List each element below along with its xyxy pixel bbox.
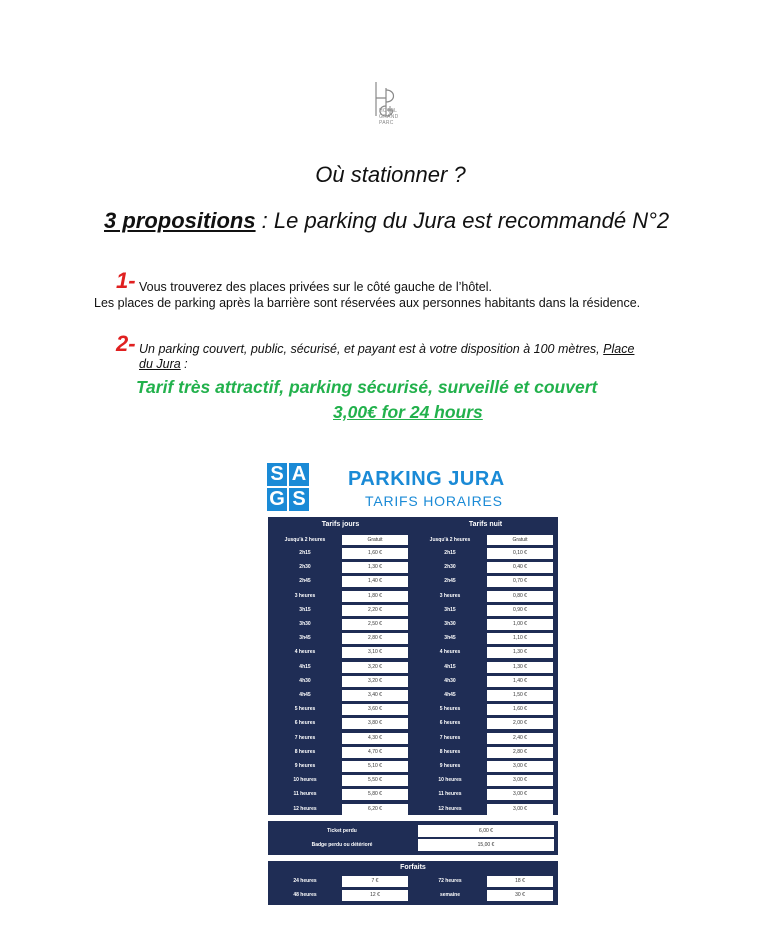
- parking-jura-flyer: [262, 460, 564, 905]
- day-duration-label: 7 heures: [294, 734, 316, 741]
- option-2-colon: :: [180, 357, 188, 371]
- lost-ticket-value: 6,00 €: [418, 825, 554, 837]
- subtitle: [104, 208, 669, 234]
- option-1-line1: Vous trouverez des places privées sur le côté gauche de l’hôtel.: [139, 280, 492, 294]
- day-duration-label: 3h30: [299, 621, 311, 627]
- day-price-cell: 3,10 €: [342, 647, 408, 658]
- night-duration-label: 8 heures: [439, 748, 461, 755]
- lost-badge-value: 15,00 €: [418, 839, 554, 851]
- forfait-label: 48 heures: [293, 892, 317, 898]
- forfaits-box: [268, 861, 558, 905]
- day-price-cell: 5,80 €: [342, 789, 408, 800]
- day-price-cell: 6,20 €: [342, 804, 408, 815]
- night-duration-label: 3h45: [444, 635, 456, 642]
- option-2-line2: [139, 357, 188, 371]
- sags-letter: A: [289, 463, 309, 486]
- day-duration-label: 4 heures: [294, 649, 316, 656]
- night-price-cell: 0,40 €: [487, 562, 553, 573]
- night-price-cell: 3,00 €: [487, 775, 553, 786]
- day-price-cell: 2,20 €: [342, 605, 408, 616]
- forfait-label: semaine: [439, 892, 460, 898]
- page-title: Où stationner ?: [315, 162, 466, 187]
- night-duration-label: 4 heures: [439, 649, 461, 656]
- day-price-cell: 3,60 €: [342, 704, 408, 715]
- night-first-value: Gratuit: [487, 535, 553, 545]
- night-duration-label: 7 heures: [439, 734, 461, 741]
- place-link[interactable]: Place: [603, 342, 635, 356]
- day-duration-label: 2h45: [299, 578, 311, 585]
- night-price-cell: 0,80 €: [487, 591, 553, 602]
- sags-letter: G: [267, 488, 287, 511]
- tariff-highlight: Tarif très attractif, parking sécurisé, surveillé et couvert: [136, 377, 598, 397]
- night-price-cell: 1,40 €: [487, 676, 553, 687]
- forfaits-header: Forfaits: [400, 864, 426, 871]
- night-duration-label: 2h30: [444, 564, 456, 571]
- day-price-cell: 5,10 €: [342, 761, 408, 772]
- day-price-cell: 3,20 €: [342, 662, 408, 673]
- flyer-subtitle: TARIFS HORAIRES: [365, 493, 503, 509]
- flyer-title: PARKING JURA: [348, 468, 505, 490]
- night-header: Tarifs nuit: [468, 521, 503, 528]
- price-highlight: 3,00€ for 24 hours: [333, 402, 483, 422]
- night-duration-label: 3h15: [444, 606, 456, 613]
- day-duration-label: 5 heures: [294, 706, 316, 713]
- night-price-cell: 0,10 €: [487, 548, 553, 559]
- forfait-value: 7 €: [342, 876, 408, 887]
- day-duration-label: 2h15: [299, 550, 311, 556]
- night-price-cell: 1,60 €: [487, 704, 553, 715]
- lost-badge-label: Badge perdu ou détérioré: [311, 842, 373, 848]
- night-price-cell: 2,40 €: [487, 733, 553, 744]
- night-price-cell: 0,70 €: [487, 576, 553, 587]
- sags-letter: S: [289, 488, 309, 511]
- night-duration-label: 3h30: [444, 621, 456, 627]
- night-price-cell: 3,00 €: [487, 789, 553, 800]
- jura-link[interactable]: du Jura: [139, 357, 181, 371]
- night-duration-label: 5 heures: [439, 706, 461, 713]
- night-duration-label: 12 heures: [438, 805, 462, 812]
- day-duration-label: 4h45: [299, 692, 311, 698]
- day-duration-label: 10 heures: [293, 777, 317, 784]
- day-duration-label: 6 heures: [294, 720, 316, 727]
- day-duration-label: 4h15: [299, 663, 311, 670]
- day-price-cell: 2,80 €: [342, 633, 408, 644]
- night-duration-label: 9 heures: [439, 763, 461, 769]
- subtitle-rest: : Le parking du Jura est recommandé N°2: [255, 208, 670, 233]
- sags-letter: S: [267, 463, 287, 486]
- day-duration-label: 2h30: [299, 564, 311, 571]
- day-first-value: Gratuit: [342, 535, 408, 545]
- day-duration-label: 11 heures: [293, 791, 317, 798]
- hotel-logo: [366, 80, 414, 142]
- night-duration-label: 2h15: [444, 550, 456, 556]
- night-price-cell: 3,00 €: [487, 804, 553, 815]
- night-price-cell: 1,30 €: [487, 647, 553, 658]
- day-duration-label: 8 heures: [294, 748, 316, 755]
- option-1-line2: Les places de parking après la barrière sont réservées aux personnes habitants dans la résidence.: [94, 296, 641, 310]
- day-duration-label: 9 heures: [294, 763, 316, 769]
- sags-logo: [267, 463, 309, 511]
- night-duration-label: 4h30: [444, 677, 456, 684]
- night-duration-label: 11 heures: [438, 791, 462, 798]
- night-first-label: Jusqu'à 2 heures: [429, 537, 471, 543]
- day-price-cell: 4,70 €: [342, 747, 408, 758]
- night-price-cell: 1,30 €: [487, 662, 553, 673]
- forfait-value: 30 €: [487, 890, 553, 901]
- tariff-table: [268, 517, 558, 815]
- day-price-cell: 1,60 €: [342, 548, 408, 559]
- option-2-line1: [139, 342, 634, 356]
- forfait-label: 24 heures: [293, 878, 317, 884]
- day-first-label: Jusqu'à 2 heures: [284, 537, 326, 543]
- day-duration-label: 3h45: [299, 635, 311, 642]
- night-price-cell: 1,10 €: [487, 633, 553, 644]
- day-duration-label: 3 heures: [294, 592, 316, 599]
- day-duration-label: 3h15: [299, 606, 311, 613]
- day-price-cell: 2,50 €: [342, 619, 408, 630]
- forfait-value: 12 €: [342, 890, 408, 901]
- night-price-cell: 2,00 €: [487, 718, 553, 729]
- forfait-value: 18 €: [487, 876, 553, 887]
- hotel-logo-text: HOTEL GRAND PARC: [379, 108, 399, 126]
- day-price-cell: 3,40 €: [342, 690, 408, 701]
- day-price-cell: 4,30 €: [342, 733, 408, 744]
- night-price-cell: 1,00 €: [487, 619, 553, 630]
- lost-items-box: [268, 821, 558, 855]
- night-duration-label: 10 heures: [438, 777, 462, 784]
- option-2-text: Un parking couvert, public, sécurisé, et payant est à votre disposition à 100 mètres,: [139, 342, 600, 356]
- forfait-label: 72 heures: [438, 878, 462, 884]
- day-duration-label: 12 heures: [293, 805, 317, 812]
- option-1-number: 1-: [116, 268, 136, 293]
- night-price-cell: 1,50 €: [487, 690, 553, 701]
- day-duration-label: 4h30: [299, 677, 311, 684]
- day-price-cell: 5,50 €: [342, 775, 408, 786]
- day-price-cell: 1,30 €: [342, 562, 408, 573]
- day-price-cell: 3,80 €: [342, 718, 408, 729]
- day-header: Tarifs jours: [321, 521, 360, 528]
- night-price-cell: 0,90 €: [487, 605, 553, 616]
- night-duration-label: 4h15: [444, 663, 456, 670]
- night-duration-label: 2h45: [444, 578, 456, 585]
- night-duration-label: 3 heures: [439, 592, 461, 599]
- day-price-cell: 1,40 €: [342, 576, 408, 587]
- day-price-cell: 3,20 €: [342, 676, 408, 687]
- night-duration-label: 6 heures: [439, 720, 461, 727]
- night-price-cell: 3,00 €: [487, 761, 553, 772]
- night-price-cell: 2,80 €: [487, 747, 553, 758]
- option-2-number: 2-: [116, 331, 136, 356]
- day-price-cell: 1,80 €: [342, 591, 408, 602]
- night-duration-label: 4h45: [444, 692, 456, 698]
- lost-ticket-label: Ticket perdu: [327, 828, 357, 834]
- subtitle-bold: 3 propositions: [104, 208, 256, 233]
